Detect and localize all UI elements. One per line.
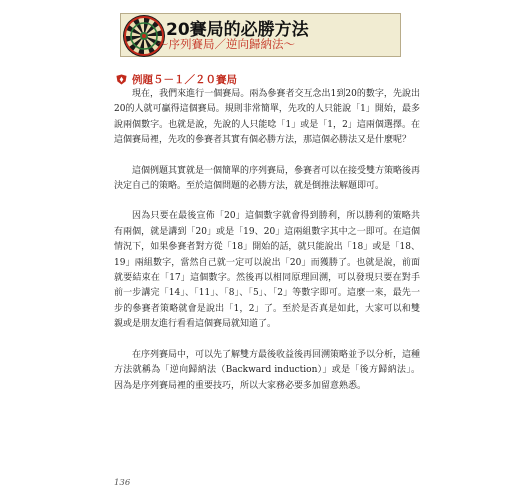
body-text <box>114 87 420 409</box>
paragraph: 現在，我們來進行一個賽局。兩為參賽者交互念出1到20的數字，先說出20的人就可贏得這個賽局。規則非常簡單，先攻的人只能說「1」開始，最多說兩個數字。也就是說，先說的人只能唸「1」或是「1，2」這兩個選擇。在這個賽局裡，先攻的參賽者其實有個必勝方法，那這個必勝法又是什麼呢？ <box>114 89 420 146</box>
example-label: 例題５－１／２０賽局 <box>132 74 237 86</box>
paragraph: 這個例題其實就是一個簡單的序列賽局，參賽者可以在接受雙方策略後再決定自己的策略。至於這個問題的必勝方法，就是倒推法解題即可。 <box>114 165 421 192</box>
shield-icon <box>116 74 127 85</box>
page-number: 136 <box>114 478 131 488</box>
paragraph: 在序列賽局中，可以先了解雙方最後收益後再回溯策略並予以分析，這種方法就稱為「逆向歸納法（Backward induction）」或是「後方歸納法」。因為是序列賽局裡的重要技巧，所以大家務必要多加留意熟悉。 <box>114 349 421 391</box>
paragraph: 因為只要在最後宣佈「20」這個數字就會得到勝利，所以勝利的策略共有兩個，就是講到「20」或是「19、20」這兩組數字其中之一即可。在這個情況下，如果參賽者對方從「18」開始的話，就只能說出「18」或是「18、19」兩組數字，當然自己就一定可以說出「20」而獲勝了。也就是說，前面就要結束在「17」這個數字。然後再以相同原理回溯，可以發現只要在對手前一步講完「14」、「11」、「8」、「5」、「2」等數字即可。這麼一來，最先一步的參賽者策略就會是說出「1，2」了。至於是否真是如此，大家可以和雙親或是朋友進行看看這個賽局就知道了。 <box>114 211 420 330</box>
chapter-title: 20賽局的必勝方法 <box>166 20 309 40</box>
example-heading <box>116 72 237 87</box>
chapter-subtitle: ～序列賽局／逆向歸納法～ <box>157 37 295 51</box>
